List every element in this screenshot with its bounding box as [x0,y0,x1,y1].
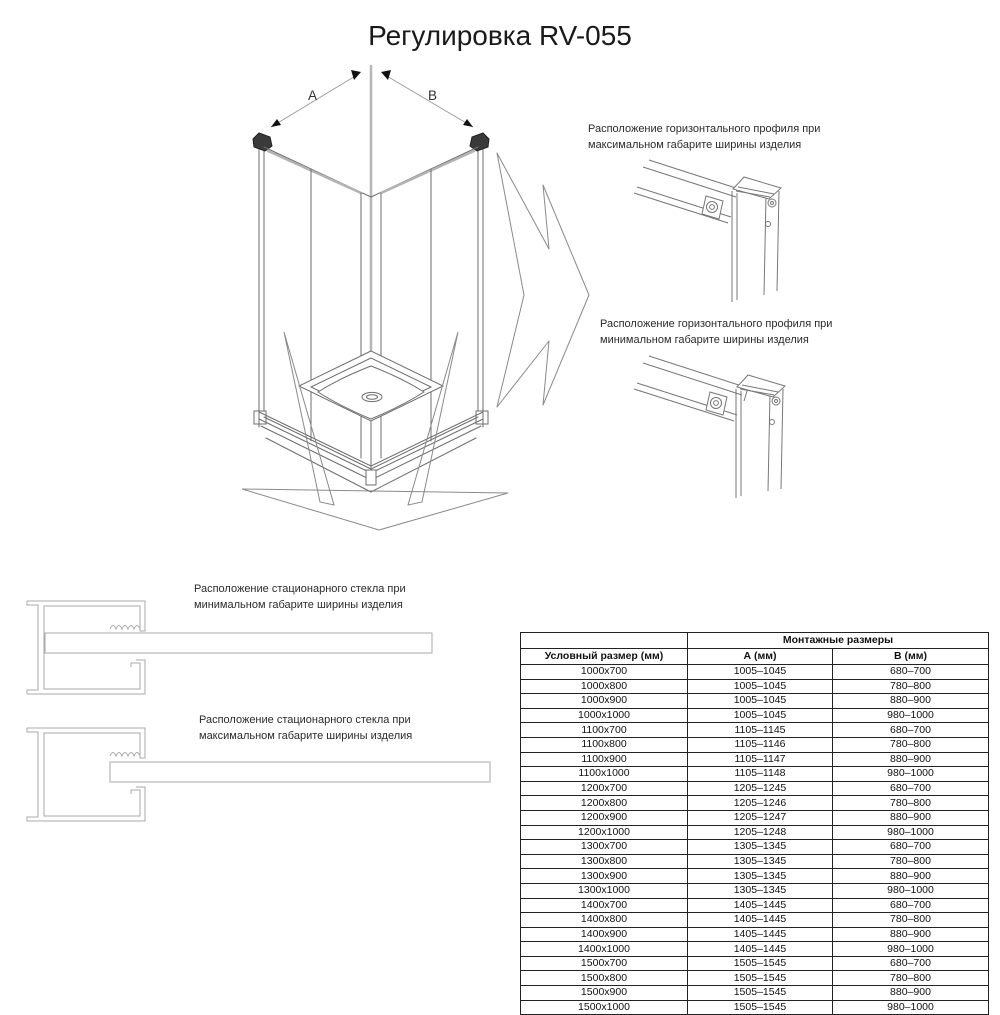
cell-a: 1205–1247 [688,810,833,825]
cell-size: 1400x800 [521,913,688,928]
caption-detail-min [600,317,832,349]
cell-b: 780–800 [833,854,989,869]
profile-section-min-width [27,601,432,694]
table-row [521,825,989,840]
cell-size: 1300x1000 [521,883,688,898]
cell-size: 1500x1000 [521,1000,688,1015]
cell-size: 1300x700 [521,840,688,855]
caption-detail-max [588,122,820,154]
cell-b: 680–700 [833,665,989,680]
cell-a: 1505–1545 [688,971,833,986]
cell-size: 1300x800 [521,854,688,869]
table-row [521,708,989,723]
cell-size: 1500x800 [521,971,688,986]
table-row [521,810,989,825]
col-header-b: В (мм) [833,649,989,665]
cell-a: 1205–1248 [688,825,833,840]
cell-a: 1005–1045 [688,679,833,694]
table-row [521,796,989,811]
cell-size: 1000x800 [521,679,688,694]
cell-b: 880–900 [833,752,989,767]
right-profile-cap [470,133,489,151]
table-row [521,694,989,709]
cell-b: 780–800 [833,737,989,752]
cell-a: 1405–1445 [688,927,833,942]
cell-a: 1305–1345 [688,840,833,855]
caption-glass-min [194,582,406,614]
right-glass-top-edge [381,151,474,193]
table-row [521,986,989,1001]
cell-a: 1105–1148 [688,767,833,782]
glass-panel [45,633,432,653]
cell-size: 1000x900 [521,694,688,709]
caption-line: Расположение горизонтального профиля при [600,318,833,330]
cell-size: 1200x900 [521,810,688,825]
dimension-arrow-b [381,70,473,127]
caption-glass-max [199,713,412,745]
cell-size: 1200x700 [521,781,688,796]
table-row [521,913,989,928]
table-row [521,665,989,680]
cell-size: 1200x1000 [521,825,688,840]
cell-a: 1205–1245 [688,781,833,796]
cell-a: 1105–1145 [688,723,833,738]
cell-b: 980–1000 [833,825,989,840]
glass-panel [110,762,490,782]
cell-size: 1400x900 [521,927,688,942]
group-header-cell: Монтажные размеры [688,633,989,649]
left-glass-top-edge [268,151,361,193]
cell-b: 880–900 [833,694,989,709]
cell-b: 680–700 [833,898,989,913]
table-row [521,752,989,767]
zoom-arrow-right [497,153,589,407]
table-row [521,971,989,986]
table-row [521,781,989,796]
corner-cell [521,633,688,649]
cell-a: 1505–1545 [688,986,833,1001]
cell-b: 880–900 [833,986,989,1001]
cell-a: 1405–1445 [688,913,833,928]
profile-end-cap [733,177,781,199]
table-row [521,737,989,752]
cell-b: 680–700 [833,781,989,796]
caption-line: Расположение стационарного стекла при [194,583,406,595]
cell-a: 1405–1445 [688,942,833,957]
cell-size: 1200x800 [521,796,688,811]
cell-b: 680–700 [833,956,989,971]
table-body [521,665,989,1015]
cell-size: 1100x700 [521,723,688,738]
table-row [521,869,989,884]
table-row [521,1000,989,1015]
shower-enclosure-drawing [253,66,489,492]
cell-a: 1305–1345 [688,883,833,898]
dim-b-label: B [428,88,438,103]
caption-line: максимальном габарите ширины изделия [588,138,802,151]
cell-b: 880–900 [833,810,989,825]
cell-size: 1100x800 [521,737,688,752]
screw-boss [706,392,727,415]
profile-end-cap [737,375,785,397]
cell-a: 1005–1045 [688,665,833,680]
cell-a: 1005–1045 [688,708,833,723]
cell-size: 1500x900 [521,986,688,1001]
table-row [521,956,989,971]
cell-size: 1300x900 [521,869,688,884]
cell-b: 980–1000 [833,708,989,723]
cell-b: 880–900 [833,869,989,884]
cell-size: 1100x1000 [521,767,688,782]
detail-view-max-width [634,160,781,302]
caption-line: максимальном габарите ширины изделия [199,729,413,742]
table-header-row [521,649,989,665]
col-header-a: А (мм) [688,649,833,665]
detail-view-min-width [634,356,785,498]
cell-b: 680–700 [833,840,989,855]
corner-connector [366,470,376,485]
cell-a: 1305–1345 [688,869,833,884]
dimension-arrow-a [271,70,361,127]
cell-a: 1005–1045 [688,694,833,709]
col-header-size: Условный размер (мм) [521,649,688,665]
cell-b: 680–700 [833,723,989,738]
cell-b: 880–900 [833,927,989,942]
cell-a: 1305–1345 [688,854,833,869]
table-row [521,942,989,957]
cell-size: 1000x1000 [521,708,688,723]
mounting-sizes-table [520,632,989,1015]
table-row [521,883,989,898]
cell-b: 780–800 [833,679,989,694]
cell-b: 780–800 [833,913,989,928]
table-row [521,723,989,738]
cell-a: 1105–1147 [688,752,833,767]
gasket [110,753,140,757]
cell-size: 1000x700 [521,665,688,680]
cell-b: 780–800 [833,796,989,811]
dim-a-label: A [308,88,318,103]
table-row [521,854,989,869]
cell-a: 1105–1146 [688,737,833,752]
cell-b: 780–800 [833,971,989,986]
zoom-arrow-down [242,489,508,530]
caption-line: Расположение горизонтального профиля при [588,123,821,135]
cell-b: 980–1000 [833,883,989,898]
cell-size: 1100x900 [521,752,688,767]
table-row [521,927,989,942]
cell-size: 1400x700 [521,898,688,913]
cell-a: 1405–1445 [688,898,833,913]
table-row [521,898,989,913]
caption-line: Расположение стационарного стекла при [199,714,411,726]
gasket [110,626,140,630]
cell-a: 1205–1246 [688,796,833,811]
caption-line: минимальном габарите ширины изделия [194,598,403,611]
table-row [521,679,989,694]
cell-b: 980–1000 [833,1000,989,1015]
cell-b: 980–1000 [833,767,989,782]
page-title: Регулировка RV-055 [368,20,632,51]
cell-a: 1505–1545 [688,956,833,971]
table-row [521,767,989,782]
cell-size: 1500x700 [521,956,688,971]
cell-size: 1400x1000 [521,942,688,957]
caption-line: минимальном габарите ширины изделия [600,333,809,346]
table-row [521,840,989,855]
table-group-header-row [521,633,989,649]
left-profile-cap [253,133,272,151]
cell-b: 980–1000 [833,942,989,957]
cell-a: 1505–1545 [688,1000,833,1015]
